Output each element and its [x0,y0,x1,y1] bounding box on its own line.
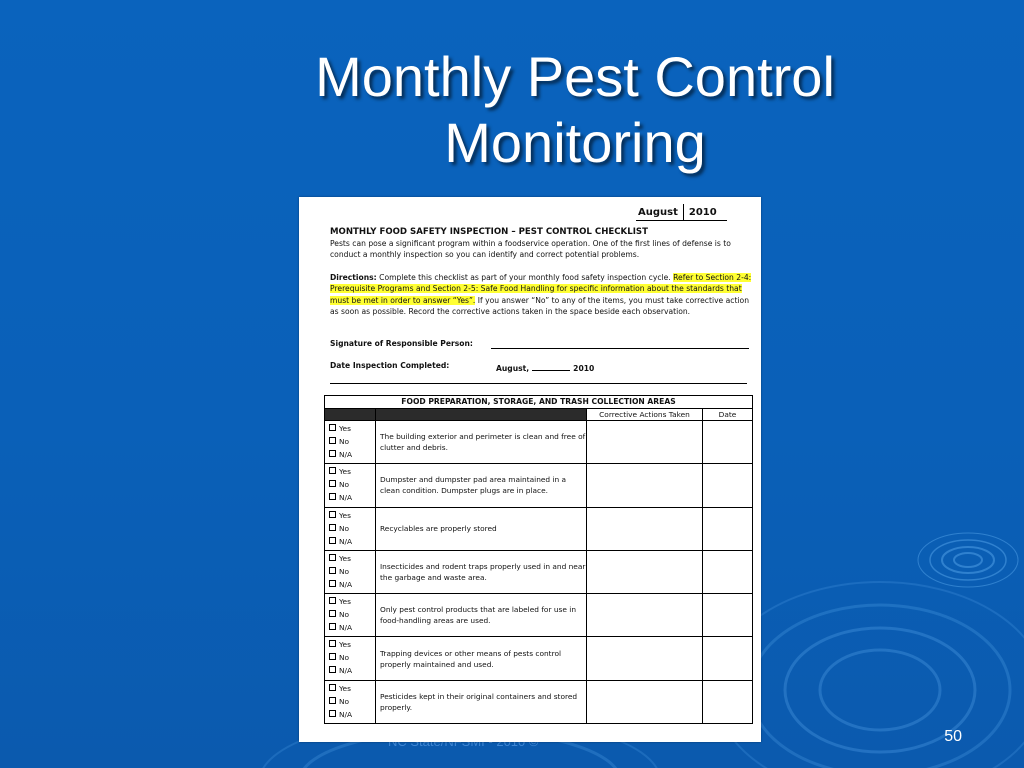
checklist-document [299,197,761,742]
answer-options [325,464,376,506]
option-no[interactable]: No [329,651,375,664]
table-row [325,508,752,551]
option-yes[interactable]: Yes [329,465,375,478]
checklist-table [324,395,753,724]
slide-number: 50 [944,728,962,745]
checkbox-icon [329,493,336,500]
date-cell[interactable] [703,637,752,679]
date-cell[interactable] [703,594,752,636]
corrective-action-cell[interactable] [587,681,703,723]
option-na[interactable]: N/A [329,578,375,591]
date-cell[interactable] [703,421,752,463]
header-date: Date [718,410,737,419]
table-row [325,637,752,680]
answer-options [325,421,376,463]
option-yes[interactable]: Yes [329,638,375,651]
checkbox-icon [329,437,336,444]
table-row [325,551,752,594]
corrective-action-cell[interactable] [587,464,703,506]
option-no[interactable]: No [329,435,375,448]
checkbox-icon [329,610,336,617]
checkbox-icon [329,684,336,691]
slide-title [250,44,900,176]
option-no[interactable]: No [329,695,375,708]
directions-highlight: Refer to Section 2-4: Prerequisite Programs and Section 2-5: Safe Food Handling for specific information about the standards that must be met in order to answer “Yes”. [330,273,752,305]
option-yes[interactable]: Yes [329,422,375,435]
table-row [325,464,752,507]
checkbox-icon [329,554,336,561]
option-no[interactable]: No [329,565,375,578]
checkbox-icon [329,480,336,487]
option-na[interactable]: N/A [329,621,375,634]
checkbox-icon [329,623,336,630]
date-year: 2010 [573,364,595,373]
table-row [325,421,752,464]
option-no[interactable]: No [329,522,375,535]
corrective-action-cell[interactable] [587,508,703,550]
date-completed-value [496,362,594,373]
observation-text: Insecticides and rodent traps properly used in and near the garbage and waste area. [376,551,587,593]
separator-line [330,383,747,384]
corrective-action-cell[interactable] [587,594,703,636]
intro-paragraph: Pests can pose a significant program within a foodservice operation. One of the first lines of defense is to conduct a monthly inspection so you can identify and correct potential problems. [330,239,731,260]
date-day-blank [532,362,570,371]
checkbox-icon [329,597,336,604]
date-cell[interactable] [703,681,752,723]
checkbox-icon [329,524,336,531]
checkbox-icon [329,710,336,717]
option-no[interactable]: No [329,478,375,491]
header-blank-dark-2 [376,409,587,420]
signature-line [491,348,749,349]
checkbox-icon [329,424,336,431]
month-year-box [638,204,717,221]
checkbox-icon [329,567,336,574]
slide-title-line2: Monitoring [444,111,706,174]
corrective-action-cell[interactable] [587,551,703,593]
checkbox-icon [329,450,336,457]
date-month: August, [496,364,530,373]
answer-options [325,681,376,723]
option-yes[interactable]: Yes [329,682,375,695]
directions-label: Directions: [330,273,377,282]
answer-options [325,551,376,593]
table-row [325,681,752,723]
checkbox-icon [329,580,336,587]
document-month: August [638,207,678,218]
directions-paragraph [330,272,755,318]
observation-text: Pesticides kept in their original containers and stored properly. [376,681,587,723]
checkbox-icon [329,640,336,647]
option-no[interactable]: No [329,608,375,621]
date-completed-label: Date Inspection Completed: [330,361,450,370]
table-row [325,594,752,637]
document-year: 2010 [688,207,717,218]
date-cell[interactable] [703,551,752,593]
directions-rest: If you answer “No” to any of the items, you must take corrective action as soon as possible. Record the corrective actions taken in the space beside each observation. [330,295,750,317]
answer-options [325,508,376,550]
option-yes[interactable]: Yes [329,509,375,522]
slide-title-line1: Monthly Pest Control [315,45,835,108]
corrective-action-cell[interactable] [587,421,703,463]
table-section-title: FOOD PREPARATION, STORAGE, AND TRASH COLLECTION AREAS [325,396,752,409]
checkbox-icon [329,653,336,660]
option-na[interactable]: N/A [329,448,375,461]
date-cell[interactable] [703,464,752,506]
observation-text: Only pest control products that are labeled for use in food-handling areas are used. [376,594,587,636]
header-blank-dark [325,409,376,420]
checkbox-icon [329,467,336,474]
date-cell[interactable] [703,508,752,550]
observation-text: Trapping devices or other means of pests control properly maintained and used. [376,637,587,679]
checkbox-icon [329,537,336,544]
option-na[interactable]: N/A [329,491,375,504]
month-year-divider [683,204,684,221]
observation-text: Recyclables are properly stored [376,508,587,550]
option-yes[interactable]: Yes [329,552,375,565]
signature-label: Signature of Responsible Person: [330,339,473,348]
option-na[interactable]: N/A [329,535,375,548]
answer-options [325,594,376,636]
document-heading: MONTHLY FOOD SAFETY INSPECTION – PEST CONTROL CHECKLIST [330,227,648,237]
header-corrective-actions: Corrective Actions Taken [587,409,703,420]
checkbox-icon [329,666,336,673]
table-header [325,409,752,421]
option-na[interactable]: N/A [329,708,375,721]
option-yes[interactable]: Yes [329,595,375,608]
option-na[interactable]: N/A [329,664,375,677]
checkbox-icon [329,511,336,518]
observation-text: Dumpster and dumpster pad area maintained in a clean condition. Dumpster plugs are in place. [376,464,587,506]
observation-text: The building exterior and perimeter is clean and free of clutter and debris. [376,421,587,463]
corrective-action-cell[interactable] [587,637,703,679]
directions-text: Complete this checklist as part of your monthly food safety inspection cycle. [379,273,671,282]
answer-options [325,637,376,679]
checkbox-icon [329,697,336,704]
month-underline [636,220,727,221]
